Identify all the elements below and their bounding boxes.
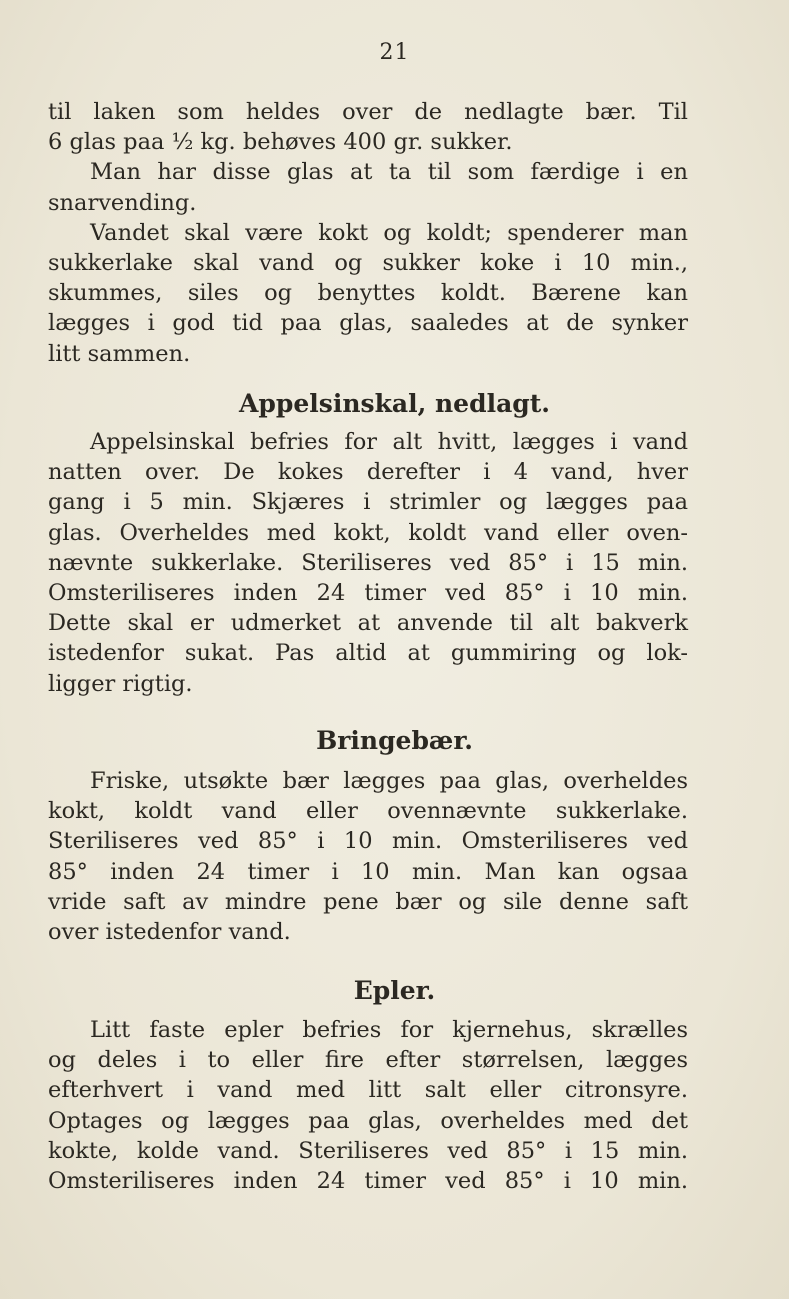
text-line: snarvending. [48,189,197,216]
text-line: litt sammen. [48,340,191,367]
text-line: Steriliseres ved 85° i 10 min. Omsteriliseres ved [48,828,688,855]
text-line: lægges i god tid paa glas, saaledes at de synker [48,310,688,337]
text-line: istedenfor sukat. Pas altid at gummiring og lok- [48,640,688,667]
text-line: Friske, utsøkte bær lægges paa glas, overheldes [90,768,688,794]
heading-bringebaer: Bringebær. [316,726,473,755]
text-line: glas. Overheldes med kokt, koldt vand eller oven- [48,519,688,546]
text-line: 85° inden 24 timer i 10 min. Man kan ogsaa [48,858,688,885]
text-line: Man har disse glas at ta til som færdige i en [90,159,688,186]
heading-appelsinskal: Appelsinskal, nedlagt. [239,389,550,418]
text-line: Optages og lægges paa glas, overheldes med det [48,1107,688,1134]
text-line: Dette skal er udmerket at anvende til alt bakverk [48,610,688,637]
text-line: Vandet skal være kokt og koldt; spenderer man [90,219,688,246]
text-line: vride saft av mindre pene bær og sile denne saft [48,888,688,915]
page-number: 21 [379,40,410,65]
text-line: og deles i to eller fire efter størrelsen, lægges [48,1047,688,1074]
text-line: 6 glas paa ½ kg. behøves 400 gr. sukker. [48,129,513,156]
text-line: Omsteriliseres inden 24 timer ved 85° i 10 min. [48,1167,688,1194]
text-line: gang i 5 min. Skjæres i strimler og lægges paa [48,489,688,516]
text-line: til laken som heldes over de nedlagte bær. Til [48,99,688,125]
paragraph-bringebaer [48,766,688,947]
text-line: kokt, koldt vand eller ovennævnte sukkerlake. [48,798,688,825]
paragraph-laken [48,97,688,369]
text-line: Omsteriliseres inden 24 timer ved 85° i 10 min. [48,579,688,606]
text-line: efterhvert i vand med litt salt eller citronsyre. [48,1077,688,1104]
heading-epler: Epler. [353,976,436,1005]
text-line: skummes, siles og benyttes koldt. Bærene kan [48,280,688,307]
text-line: nævnte sukkerlake. Steriliseres ved 85° i 15 min. [48,549,688,576]
paragraph-appelsinskal [48,427,688,699]
text-line: kokte, kolde vand. Steriliseres ved 85° i 15 min. [48,1137,688,1164]
text-line: over istedenfor vand. [48,918,291,945]
text-line: natten over. De kokes derefter i 4 vand, hver [48,459,688,486]
paragraph-epler [48,1015,688,1196]
text-line: Litt faste epler befries for kjernehus, skrælles [90,1017,688,1043]
text-line: Appelsinskal befries for alt hvitt, lægges i vand [90,429,688,455]
text-line: sukkerlake skal vand og sukker koke i 10 min., [48,249,688,276]
text-line: ligger rigtig. [48,670,193,697]
